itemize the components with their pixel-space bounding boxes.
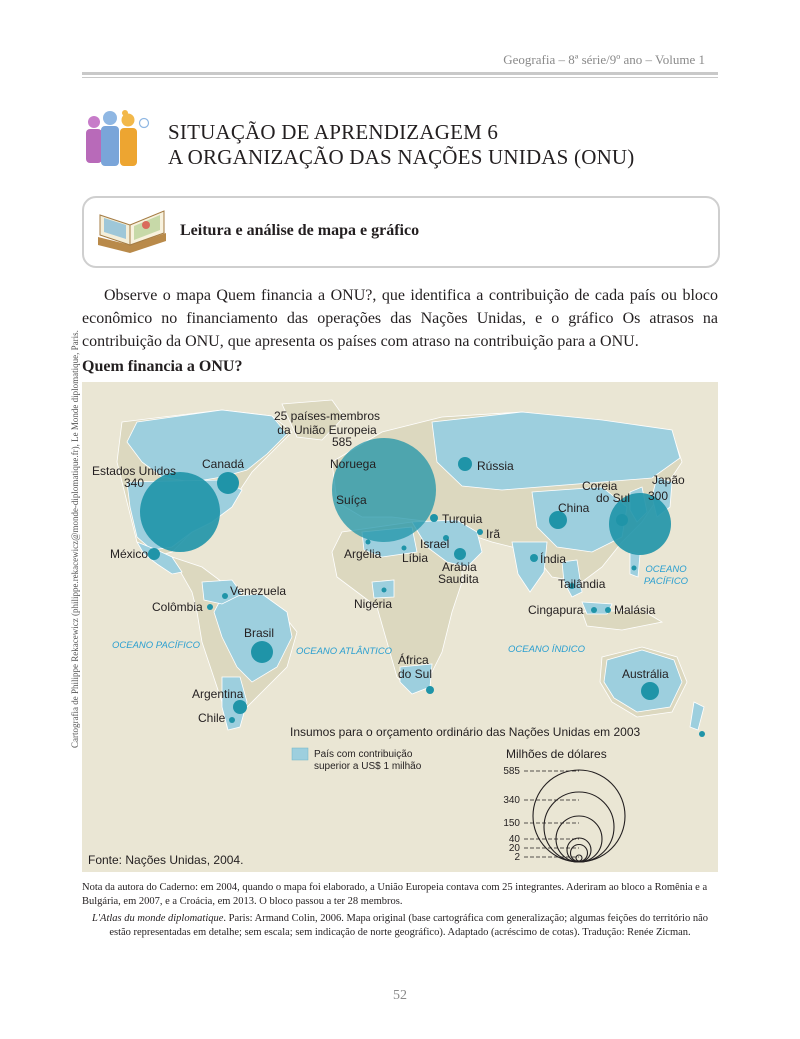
label-argelia: Argélia	[344, 547, 382, 561]
circle-argentina	[233, 700, 247, 714]
eu-label-3: 585	[331, 435, 353, 449]
intro-paragraph: Observe o mapa Quem financia a ONU?, que identifica a contribuição de cada país ou bloco econômico no financiamento das operações das Nações Unidas, e o gráfico Os atrasos na contribuição da ONU, que apresenta os países com atraso na contribuição para a ONU.	[82, 287, 718, 350]
label-coreia-1: Coreia	[582, 479, 618, 493]
label-usa: Estados Unidos	[91, 464, 177, 478]
label-colombia: Colômbia	[152, 600, 203, 614]
open-book-icon	[94, 203, 170, 255]
legend-title: Insumos para o orçamento ordinário das Nações Unidas em 2003	[290, 725, 641, 739]
label-africa-sul-2: do Sul	[398, 667, 433, 681]
label-japao-value: 300	[648, 489, 669, 503]
scale-340: 340	[503, 795, 520, 806]
circle-singapore	[591, 607, 597, 613]
circle-nz	[699, 731, 705, 737]
circle-venezuela	[222, 593, 228, 599]
source-rest: . Paris: Armand Colin, 2006. Mapa original (base cartográfica com generalização; algumas feições do território não estão representadas em detalhe; sem escala; sem indicação de norte geográfico). Adaptado (acréscimo de cotas). Tradução: Renée Zicman.	[109, 913, 709, 938]
circle-saudi	[454, 548, 466, 560]
circle-india	[530, 554, 538, 562]
label-brasil: Brasil	[244, 626, 275, 640]
legend-scale-leaders	[524, 771, 579, 857]
legend-scale-title: Milhões de dólares	[506, 747, 607, 761]
label-africa-sul-1: África	[398, 653, 429, 667]
map-source: Fonte: Nações Unidas, 2004.	[88, 853, 244, 867]
circle-australia	[641, 682, 659, 700]
circle-brasil	[251, 641, 273, 663]
circle-libya	[402, 546, 407, 551]
label-arabia-2: Saudita	[438, 572, 479, 586]
circle-south-africa	[426, 686, 434, 694]
circle-algeria	[366, 540, 371, 545]
circle-chile	[229, 717, 235, 723]
scale-20: 20	[508, 843, 520, 854]
circle-mexico	[148, 548, 160, 560]
situation-title	[168, 120, 635, 170]
label-cingapura: Cingapura	[528, 603, 584, 617]
label-libia: Líbia	[402, 551, 429, 565]
label-noruega: Noruega	[330, 457, 377, 471]
map-title: Quem financia a ONU?	[82, 358, 243, 375]
circle-nigeria	[382, 588, 387, 593]
header-rule	[82, 72, 718, 75]
activity-title: Leitura e análise de mapa e gráfico	[180, 222, 420, 239]
author-note: Nota da autora do Caderno: em 2004, quando o mapa foi elaborado, a União Europeia contava com 25 integrantes. Aderiram ao bloco a Romênia e a Bulgária, em 2007, e a Croácia, em 2013. O bloco passou a ter 28 membros.	[82, 882, 708, 907]
circle-eu	[332, 438, 436, 542]
label-mexico: México	[110, 547, 149, 561]
eu-label-1: 25 países-membros	[273, 409, 381, 423]
label-india: Índia	[540, 552, 567, 566]
eu-label-2: da União Europeia	[277, 423, 377, 437]
circle-russia	[458, 457, 472, 471]
label-arabia-1: Arábia	[442, 560, 477, 574]
situation-line-2: A ORGANIZAÇÃO DAS NAÇÕES UNIDAS (ONU)	[168, 145, 635, 169]
running-head: Geografia – 8ª série/9º ano – Volume 1	[503, 52, 705, 67]
map-credit: Cartografia de Philippe Rekacewicz (philippe.rekacewicz@monde-diplomatique.fr), Le Monde diplomatique, Paris.	[70, 330, 80, 748]
label-malasia: Malásia	[614, 603, 656, 617]
ocean-pacific-east-1: OCEANO	[645, 564, 687, 575]
ocean-atlantic: OCEANO ATLÂNTICO	[296, 646, 393, 657]
circle-malaysia	[605, 607, 611, 613]
ocean-indian: OCEANO ÍNDICO	[508, 644, 586, 655]
label-turquia: Turquia	[442, 512, 483, 526]
legend-scale-labels	[503, 766, 520, 863]
label-japao: Japão	[652, 473, 685, 487]
people-icon	[80, 108, 152, 170]
label-russia: Rússia	[477, 459, 514, 473]
label-suica: Suíça	[336, 493, 367, 507]
ocean-pacific-west: OCEANO PACÍFICO	[112, 640, 200, 651]
source-title: L'Atlas du monde diplomatique	[91, 913, 224, 924]
label-coreia-2: do Sul	[596, 491, 631, 505]
circle-iran	[477, 529, 483, 535]
page-number: 52	[393, 988, 407, 1003]
label-venezuela: Venezuela	[230, 584, 287, 598]
world-map	[82, 382, 718, 872]
map-bibliography	[82, 912, 718, 940]
map-canvas	[82, 382, 718, 872]
label-tailandia: Tailândia	[558, 577, 606, 591]
circle-canada	[217, 472, 239, 494]
label-china: China	[558, 501, 590, 515]
label-israel: Israel	[420, 537, 450, 551]
header-rule-thin	[82, 77, 718, 78]
scale-150: 150	[503, 818, 520, 829]
legend-swatch-label-2: superior a US$ 1 milhão	[314, 761, 422, 772]
circle-korea	[616, 514, 628, 526]
map-legend	[290, 725, 641, 863]
situation-line-1: SITUAÇÃO DE APRENDIZAGEM 6	[168, 120, 499, 144]
circle-colombia	[207, 604, 213, 610]
label-nigeria: Nigéria	[354, 597, 393, 611]
label-argentina: Argentina	[192, 687, 244, 701]
circle-usa	[140, 472, 220, 552]
scale-40: 40	[508, 834, 520, 845]
label-ira: Irã	[486, 527, 501, 541]
ocean-pacific-east-2: PACÍFICO	[643, 576, 689, 587]
legend-swatch-label-1: País com contribuição	[314, 749, 413, 760]
circle-philippines	[632, 566, 637, 571]
scale-585: 585	[503, 766, 520, 777]
circle-turkey	[430, 514, 438, 522]
label-australia: Austrália	[622, 667, 669, 681]
label-canada: Canadá	[202, 457, 245, 471]
label-usa-value: 340	[123, 476, 145, 490]
label-chile: Chile	[198, 711, 226, 725]
scale-2: 2	[514, 852, 520, 863]
legend-swatch	[292, 748, 308, 760]
